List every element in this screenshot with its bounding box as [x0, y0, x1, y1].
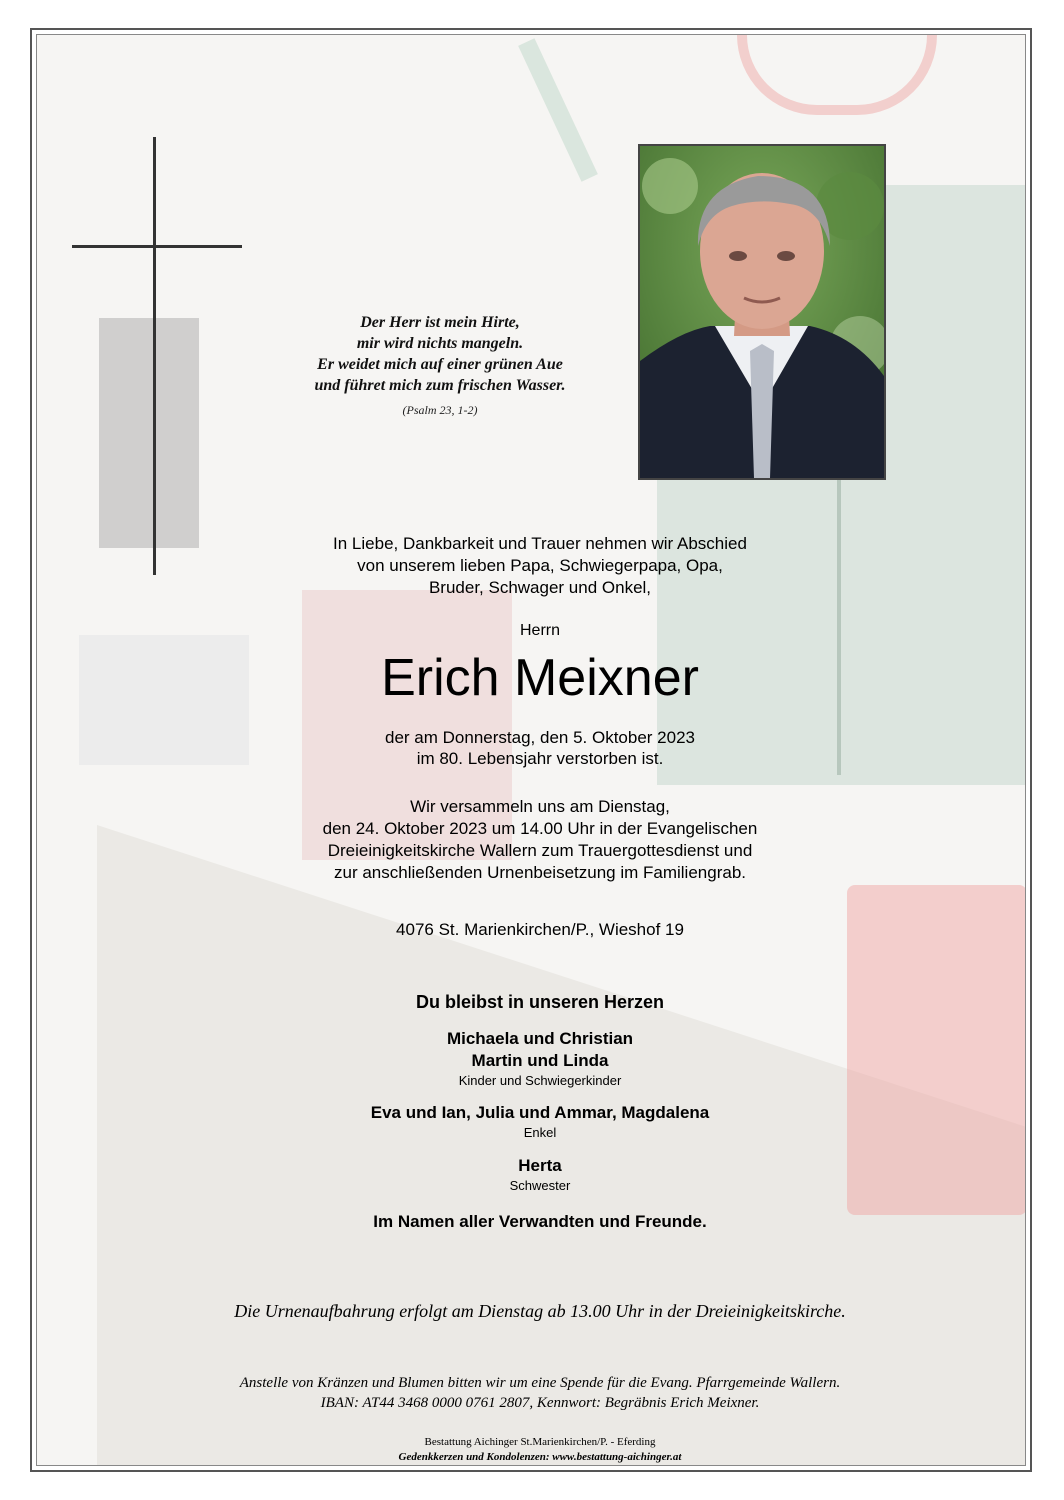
mourner-role: Enkel — [523, 1125, 557, 1140]
portrait-photo — [638, 144, 886, 480]
funeral-home: Bestattung Aichinger St.Marienkirchen/P. - Eferding — [424, 1436, 656, 1448]
psalm-line: mir wird nichts mangeln. — [356, 335, 524, 352]
mourners-heading: Du bleibst in unseren Herzen — [415, 992, 665, 1012]
mourner-names — [40, 1028, 1040, 1072]
closing-line: Im Namen aller Verwandten und Freunde. — [373, 1212, 707, 1231]
intro-line: In Liebe, Dankbarkeit und Trauer nehmen wir Abschied — [333, 534, 747, 553]
mourner-name: Martin und Linda — [471, 1051, 609, 1070]
mourner-role: Kinder und Schwiegerkinder — [458, 1073, 622, 1088]
mourner-role: Schwester — [509, 1178, 571, 1193]
donation-line: IBAN: AT44 3468 0000 0761 2807, Kennwort: Begräbnis Erich Meixner. — [320, 1395, 760, 1411]
psalm-line: Er weidet mich auf einer grünen Aue — [317, 356, 563, 373]
intro-line: Bruder, Schwager und Onkel, — [428, 578, 652, 597]
psalm-line: und führet mich zum frischen Wasser. — [314, 377, 566, 394]
intro-text — [40, 533, 1040, 599]
website-link[interactable]: Gedenkkerzen und Kondolenzen: www.bestattung-aichinger.at — [398, 1451, 682, 1463]
mourner-name: Eva und Ian, Julia und Ammar, Magdalena — [370, 1103, 710, 1122]
death-notice — [40, 727, 1040, 769]
service-line: Dreieinigkeitskirche Wallern zum Trauergottesdienst und — [327, 841, 753, 860]
death-line: im 80. Lebensjahr verstorben ist. — [416, 749, 664, 768]
service-line: den 24. Oktober 2023 um 14.00 Uhr in der Evangelischen — [322, 819, 758, 838]
cross-icon-horizontal — [72, 245, 242, 248]
address: 4076 St. Marienkirchen/P., Wieshof 19 — [396, 920, 684, 939]
mourner-name: Herta — [518, 1156, 562, 1175]
salutation: Herrn — [519, 622, 560, 639]
psalm-reference: (Psalm 23, 1-2) — [402, 403, 478, 417]
deceased-name: Erich Meixner — [381, 649, 699, 707]
psalm-line: Der Herr ist mein Hirte, — [360, 314, 520, 331]
service-details — [40, 796, 1040, 884]
intro-line: von unserem lieben Papa, Schwiegerpapa, Opa, — [357, 556, 723, 575]
donation-notice — [40, 1373, 1040, 1413]
service-line: zur anschließenden Urnenbeisetzung im Familiengrab. — [334, 863, 746, 882]
donation-line: Anstelle von Kränzen und Blumen bitten wir um eine Spende für die Evang. Pfarrgemeinde Wallern. — [239, 1375, 841, 1391]
death-line: der am Donnerstag, den 5. Oktober 2023 — [385, 728, 695, 747]
mourner-name: Michaela und Christian — [446, 1029, 634, 1048]
service-line: Wir versammeln uns am Dienstag, — [410, 797, 670, 816]
psalm-verse — [280, 312, 600, 396]
cross-icon-vertical — [153, 137, 156, 575]
urn-notice: Die Urnenaufbahrung erfolgt am Dienstag ab 13.00 Uhr in der Dreieinigkeitskirche. — [234, 1301, 846, 1321]
